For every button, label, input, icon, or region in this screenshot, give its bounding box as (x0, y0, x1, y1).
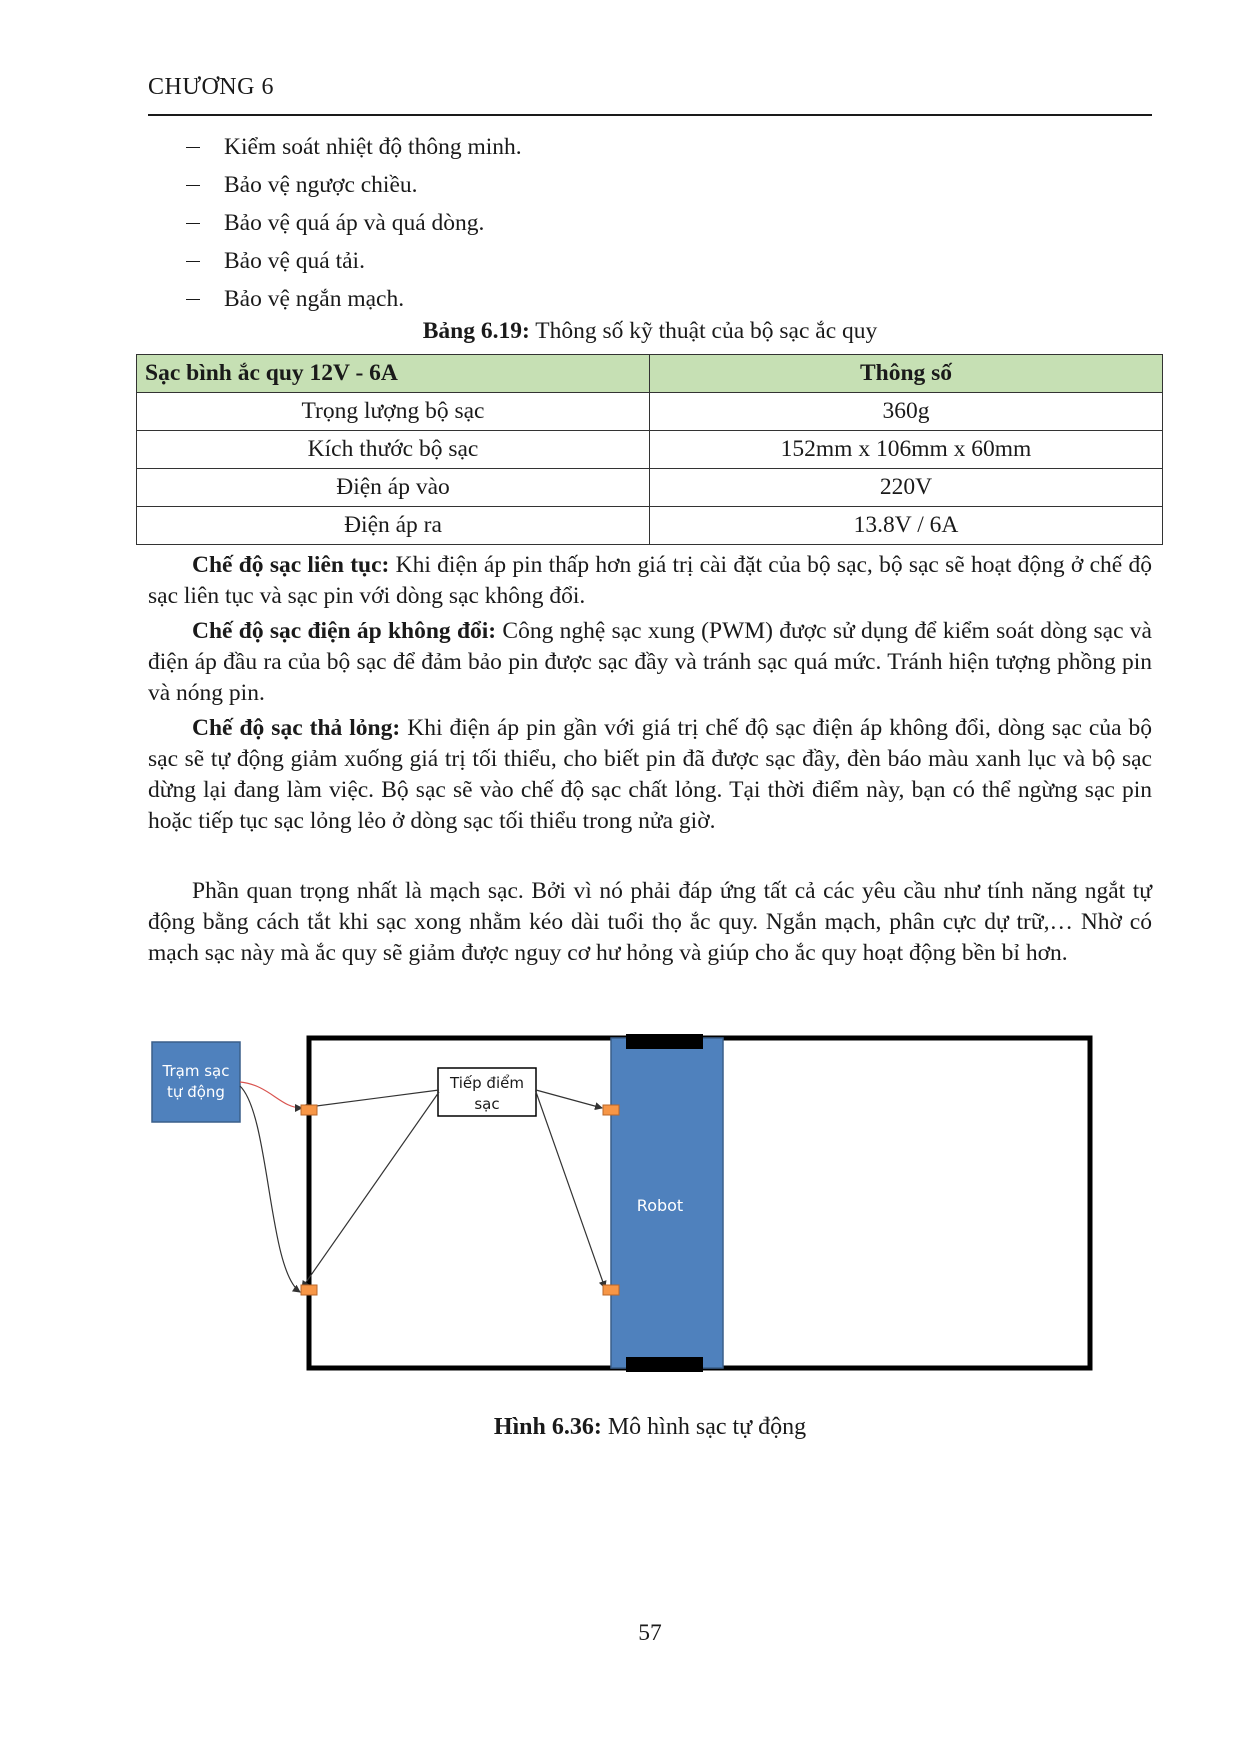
table-cell: Điện áp ra (137, 507, 650, 545)
paragraph-charging-circuit: Phần quan trọng nhất là mạch sạc. Bởi vì nó phải đáp ứng tất cả các yêu cầu như tính năng ngắt tự động bằng cách tắt khi sạc xong nhằm kéo dài tuổi thọ ắc quy. Ngắn mạch, phân cực dự trữ,… Nhờ có mạch sạc này mà ắc quy sẽ giảm được nguy cơ hư hỏng và giúp cho ắc quy hoạt động bền bỉ hơn. (148, 878, 1152, 966)
charging-station-label: tự động (167, 1083, 225, 1101)
chapter-header: CHƯƠNG 6 (148, 74, 274, 100)
contact-pointer (536, 1090, 602, 1108)
charging-contact-label: sạc (474, 1095, 500, 1113)
table-row (137, 431, 1163, 469)
table-caption (136, 318, 1164, 345)
contact-pointer (536, 1092, 605, 1288)
table-cell: 220V (650, 469, 1163, 507)
paragraph-term: Chế độ sạc điện áp không đổi: (192, 618, 497, 644)
charging-station-label: Trạm sạc (162, 1062, 230, 1080)
table-cell: 13.8V / 6A (650, 507, 1163, 545)
charging-contact-pad (301, 1105, 317, 1115)
robot-wheel-top (626, 1034, 703, 1049)
paragraph-term: Chế độ sạc thả lỏng: (192, 715, 401, 741)
charging-station-box (152, 1042, 240, 1122)
table-cell: Điện áp vào (137, 469, 650, 507)
list-item: Kiểm soát nhiệt độ thông minh. (148, 128, 1152, 166)
paragraph-float-charge (148, 713, 1152, 837)
list-item: Bảo vệ ngắn mạch. (148, 280, 1152, 318)
header-rule (148, 114, 1152, 116)
table-row (137, 507, 1163, 545)
auto-charging-diagram (140, 1030, 1140, 1390)
station-link (240, 1086, 300, 1292)
table-header-row (137, 355, 1163, 393)
robot-wheel-bottom (626, 1357, 703, 1372)
contact-pointer (301, 1090, 439, 1108)
paragraph-text: Công nghệ sạc xung (PWM) được sử dụng để kiểm soát dòng sạc và điện áp đầu ra của bộ sạc để đảm bảo pin được sạc đầy và tránh sạc quá mức. Tránh hiện tượng phồng pin và nóng pin. (148, 618, 1152, 706)
paragraph-text: Khi điện áp pin gần với giá trị chế độ sạc điện áp không đổi, dòng sạc của bộ sạc sẽ tự động giảm xuống giá trị tối thiểu, cho biết pin đã được sạc đầy, đèn báo màu xanh lục và bộ sạc dừng lại đang làm việc. Bộ sạc sẽ vào chế độ sạc chất lỏng. Tại thời điểm này, bạn có thể ngừng sạc pin hoặc tiếp tục sạc lỏng lẻo ở dòng sạc tối thiểu trong nửa giờ. (148, 715, 1152, 834)
table-caption-label: Bảng 6.19: (422, 318, 530, 344)
paragraph-term: Chế độ sạc liên tục: (192, 552, 390, 578)
table-header-cell: Sạc bình ắc quy 12V - 6A (137, 355, 650, 393)
table-cell: Trọng lượng bộ sạc (137, 393, 650, 431)
paragraph-constant-voltage (148, 616, 1152, 709)
table-row (137, 393, 1163, 431)
list-item: Bảo vệ quá áp và quá dòng. (148, 204, 1152, 242)
figure-caption-label: Hình 6.36: (493, 1414, 602, 1440)
page-number: 57 (638, 1620, 662, 1646)
robot-contact-pad (603, 1105, 619, 1115)
contact-pointer (302, 1092, 439, 1288)
table-cell: Kích thước bộ sạc (137, 431, 650, 469)
table-caption-text: Thông số kỹ thuật của bộ sạc ắc quy (529, 318, 878, 344)
station-link (240, 1082, 302, 1108)
table-header-cell: Thông số (650, 355, 1163, 393)
robot-contact-pad (603, 1285, 619, 1295)
spec-table (136, 354, 1163, 545)
charging-contact-label: Tiếp điểm (450, 1074, 524, 1092)
table-cell: 152mm x 106mm x 60mm (650, 431, 1163, 469)
feature-list (148, 128, 1152, 318)
list-item: Bảo vệ quá tải. (148, 242, 1152, 280)
paragraph-continuous-charge (148, 550, 1152, 612)
robot-label: Robot (636, 1196, 684, 1215)
table-row (137, 469, 1163, 507)
figure-caption-text: Mô hình sạc tự động (601, 1414, 807, 1440)
list-item: Bảo vệ ngược chiều. (148, 166, 1152, 204)
figure-caption (148, 1414, 1152, 1441)
table-cell: 360g (650, 393, 1163, 431)
charging-contact-pad (301, 1285, 317, 1295)
paragraph-text: Khi điện áp pin thấp hơn giá trị cài đặt của bộ sạc, bộ sạc sẽ hoạt động ở chế độ sạc liên tục và sạc pin với dòng sạc không đổi. (148, 552, 1152, 609)
